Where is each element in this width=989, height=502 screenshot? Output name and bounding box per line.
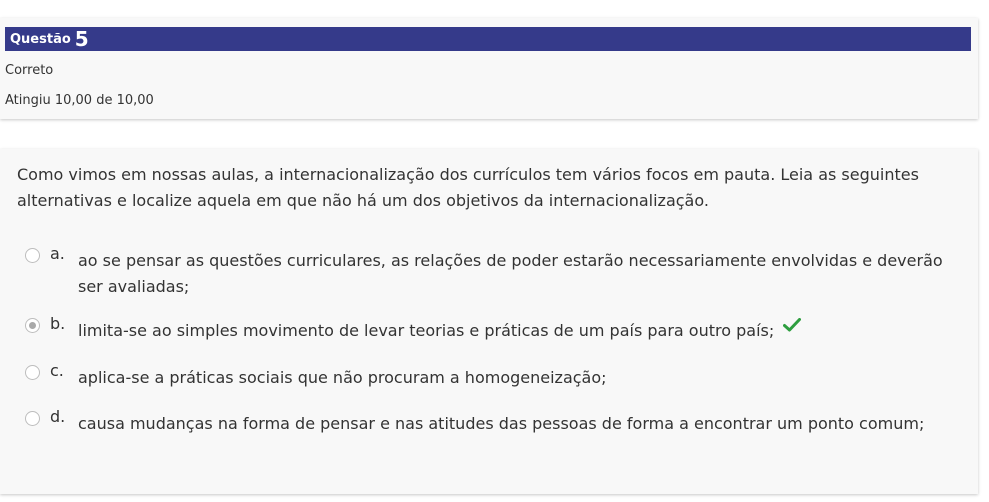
question-info-card [0,18,978,119]
option-c-radio[interactable] [25,365,40,380]
option-b-letter: b. [50,314,66,333]
option-a-text: ao se pensar as questões curriculares, as relações de poder estarão necessariamente envolvidas e deverão ser avaliadas; [78,251,943,296]
question-number: 5 [74,27,89,51]
question-prompt: Como vimos em nossas aulas, a internacionalização dos currículos tem vários focos em pauta. Leia as seguintes alternativas e localize aquela em que não há um dos objetivos da internacionalização. [17,165,919,210]
option-c-letter: c. [50,361,64,380]
option-c-text: aplica-se a práticas sociais que não procuram a homogeneização; [78,368,607,387]
option-b-radio[interactable] [25,318,40,333]
option-d-text: causa mudanças na forma de pensar e nas atitudes das pessoas de forma a encontrar um ponto comum; [78,414,925,433]
question-state: Correto [5,63,54,78]
option-a-letter: a. [50,244,65,263]
option-b-text: limita-se ao simples movimento de levar teorias e práticas de um país para outro país; [78,321,775,340]
option-d-letter: d. [50,407,66,426]
question-header [5,27,971,51]
question-grade: Atingiu 10,00 de 10,00 [5,93,154,108]
option-a-radio[interactable] [25,248,40,263]
option-d-radio[interactable] [25,411,40,426]
question-label: Questão [10,31,71,47]
check-icon [783,318,801,332]
question-content-card [0,149,978,494]
